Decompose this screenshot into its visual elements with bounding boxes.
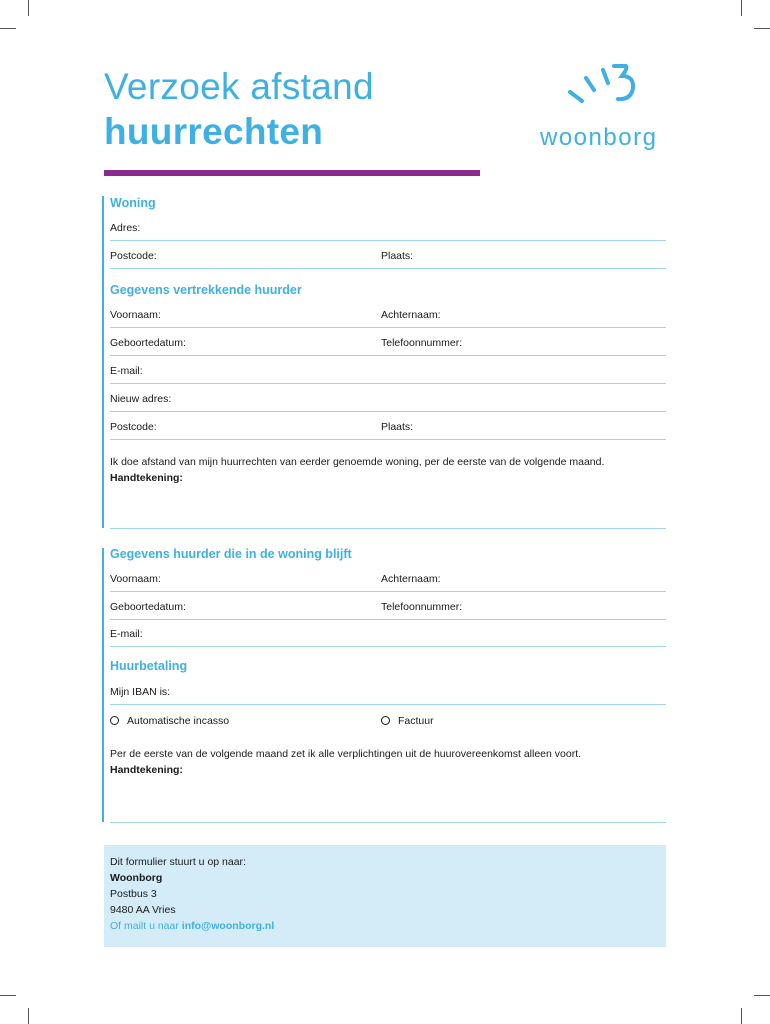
brand-wordmark: woonborg — [540, 124, 658, 151]
option-incasso[interactable] — [110, 715, 229, 727]
verplichtingen-statement: Per de eerste van de volgende maand zet ik alle verplichtingen uit de huurovereenkomst alleen voort. — [110, 748, 582, 760]
afstand-statement: Ik doe afstand van mijn huurrechten van eerder genoemde woning, per de eerste van de volgende maand. — [110, 456, 605, 468]
nieuw-adres-field[interactable] — [110, 389, 666, 412]
achternaam-label[interactable]: Achternaam: — [381, 309, 441, 321]
send-address-line2: 9480 AA Vries — [110, 904, 176, 916]
signature-field[interactable] — [110, 780, 666, 823]
page-title-line2: huurrechten — [104, 111, 324, 152]
crop-mark — [741, 0, 742, 16]
section-title-blijvend: Gegevens huurder die in de woning blijft — [110, 547, 352, 561]
birth-phone-row — [110, 597, 666, 620]
send-mail-prefix: Of mailt u naar — [110, 920, 182, 932]
voornaam-label[interactable]: Voornaam: — [110, 573, 161, 585]
send-org: Woonborg — [110, 872, 163, 884]
postcode-plaats-row — [110, 246, 666, 269]
option-incasso-label: Automatische incasso — [127, 715, 230, 727]
email-field[interactable] — [110, 624, 666, 647]
nieuw-adres-label: Nieuw adres: — [110, 393, 172, 405]
crop-mark — [28, 1008, 29, 1024]
email-label: E-mail: — [110, 365, 143, 377]
send-intro: Dit formulier stuurt u op naar: — [110, 856, 246, 868]
achternaam-label[interactable]: Achternaam: — [381, 573, 441, 585]
telefoon-label[interactable]: Telefoonnummer: — [381, 337, 463, 349]
section-title-vertrekkend: Gegevens vertrekkende huurder — [110, 283, 302, 297]
postcode-plaats-row — [110, 417, 666, 440]
geboortedatum-label[interactable]: Geboortedatum: — [110, 601, 186, 613]
crop-mark — [754, 28, 770, 29]
geboortedatum-label[interactable]: Geboortedatum: — [110, 337, 186, 349]
iban-field[interactable] — [110, 682, 666, 705]
crop-mark — [754, 995, 770, 996]
section-title-huurbetaling: Huurbetaling — [110, 659, 188, 673]
plaats-label[interactable]: Plaats: — [381, 421, 414, 433]
iban-label: Mijn IBAN is: — [110, 686, 171, 698]
section-accent-bar — [102, 548, 104, 822]
email-field[interactable] — [110, 361, 666, 384]
crop-mark — [0, 995, 16, 996]
postcode-label[interactable]: Postcode: — [110, 250, 157, 262]
adres-label: Adres: — [110, 222, 141, 234]
page-title-line1: Verzoek afstand — [104, 66, 374, 107]
name-row — [110, 305, 666, 328]
signature-label: Handtekening: — [110, 472, 183, 484]
postcode-label[interactable]: Postcode: — [110, 421, 157, 433]
telefoon-label[interactable]: Telefoonnummer: — [381, 601, 463, 613]
send-address-line1: Postbus 3 — [110, 888, 157, 900]
section-accent-bar — [102, 196, 104, 528]
name-row — [110, 569, 666, 592]
signature-field[interactable] — [110, 486, 666, 529]
adres-field[interactable] — [110, 218, 666, 241]
radio-circle-icon[interactable] — [110, 716, 119, 725]
crop-mark — [741, 1008, 742, 1024]
radio-circle-icon[interactable] — [381, 716, 390, 725]
crop-mark — [0, 28, 16, 29]
send-mail-link[interactable]: info@woonborg.nl — [181, 920, 275, 932]
voornaam-label[interactable]: Voornaam: — [110, 309, 161, 321]
signature-label: Handtekening: — [110, 764, 183, 776]
birth-phone-row — [110, 333, 666, 356]
option-factuur[interactable] — [381, 715, 434, 727]
send-mail-line — [110, 920, 274, 932]
option-factuur-label: Factuur — [398, 715, 434, 727]
title-underline-bar — [104, 170, 480, 176]
section-title-woning: Woning — [110, 196, 156, 210]
plaats-label[interactable]: Plaats: — [381, 250, 414, 262]
email-label: E-mail: — [110, 628, 143, 640]
crop-mark — [28, 0, 29, 16]
